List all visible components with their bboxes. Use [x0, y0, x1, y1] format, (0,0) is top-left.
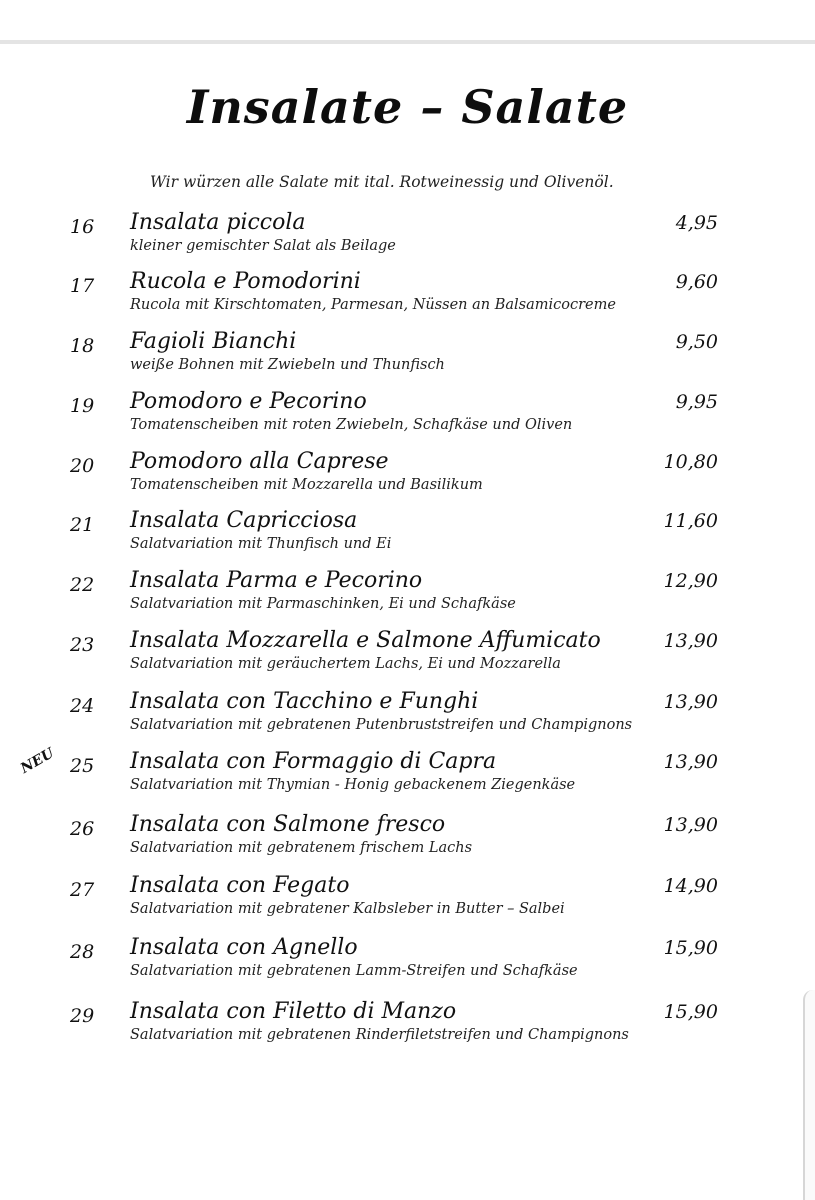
- item-description: Salatvariation mit gebratenem frischem Lachs: [130, 840, 473, 856]
- item-description: Salatvariation mit gebratenen Rinderfiletstreifen und Champignons: [130, 1027, 629, 1043]
- page-edge: [803, 990, 815, 1200]
- item-description: Rucola mit Kirschtomaten, Parmesan, Nüssen an Balsamicocreme: [130, 297, 616, 313]
- item-name: Insalata con Agnello: [130, 935, 358, 960]
- item-description: Salatvariation mit Thunfisch und Ei: [130, 536, 392, 552]
- item-number: 25: [70, 755, 95, 777]
- menu-item-19: [0, 389, 815, 449]
- item-number: 29: [70, 1005, 95, 1027]
- item-number: 28: [70, 941, 95, 963]
- item-number: 20: [70, 455, 95, 477]
- menu-item-29: [0, 999, 815, 1059]
- item-number: 16: [70, 216, 95, 238]
- item-price: 13,90: [663, 814, 718, 836]
- page-title: Insalate – Salate: [186, 80, 629, 134]
- item-price: 9,50: [675, 331, 718, 353]
- item-number: 18: [70, 335, 95, 357]
- item-description: kleiner gemischter Salat als Beilage: [130, 238, 396, 254]
- item-price: 14,90: [663, 875, 718, 897]
- item-description: Salatvariation mit gebratener Kalbsleber in Butter – Salbei: [130, 901, 565, 917]
- menu-item-27: [0, 873, 815, 933]
- item-number: 24: [70, 695, 95, 717]
- menu-item-25: [0, 749, 815, 809]
- item-number: 21: [70, 514, 95, 536]
- item-name: Insalata con Fegato: [130, 873, 350, 898]
- item-name: Insalata Mozzarella e Salmone Affumicato: [130, 628, 601, 653]
- menu-item-18: [0, 329, 815, 389]
- item-price: 4,95: [675, 212, 718, 234]
- item-number: 27: [70, 879, 95, 901]
- item-number: 22: [70, 574, 95, 596]
- item-number: 26: [70, 818, 95, 840]
- item-price: 13,90: [663, 751, 718, 773]
- top-divider: [0, 40, 815, 44]
- item-name: Pomodoro e Pecorino: [130, 389, 367, 414]
- item-name: Insalata con Salmone fresco: [130, 812, 446, 837]
- item-number: 23: [70, 634, 95, 656]
- item-number: 19: [70, 395, 95, 417]
- menu-item-28: [0, 935, 815, 995]
- menu-item-17: [0, 269, 815, 329]
- item-name: Insalata con Tacchino e Funghi: [130, 689, 479, 714]
- item-description: Salatvariation mit Thymian - Honig gebackenem Ziegenkäse: [130, 777, 576, 793]
- item-description: Salatvariation mit gebratenen Putenbruststreifen und Champignons: [130, 717, 633, 733]
- item-description: Salatvariation mit geräuchertem Lachs, Ei und Mozzarella: [130, 656, 561, 672]
- menu-item-22: [0, 568, 815, 628]
- item-price: 13,90: [663, 691, 718, 713]
- item-name: Insalata piccola: [130, 210, 306, 235]
- item-description: Salatvariation mit gebratenen Lamm-Streifen und Schafkäse: [130, 963, 578, 979]
- item-price: 10,80: [663, 451, 718, 473]
- item-price: 12,90: [663, 570, 718, 592]
- item-name: Insalata Capricciosa: [130, 508, 358, 533]
- item-name: Fagioli Bianchi: [130, 329, 297, 354]
- menu-item-24: [0, 689, 815, 749]
- menu-item-20: [0, 449, 815, 509]
- item-name: Insalata con Filetto di Manzo: [130, 999, 457, 1024]
- item-price: 15,90: [663, 1001, 718, 1023]
- item-price: 15,90: [663, 937, 718, 959]
- item-name: Pomodoro alla Caprese: [130, 449, 389, 474]
- item-description: Tomatenscheiben mit Mozzarella und Basilikum: [130, 477, 483, 493]
- item-price: 9,95: [675, 391, 718, 413]
- item-name: Insalata Parma e Pecorino: [130, 568, 423, 593]
- new-badge: NEU: [18, 745, 57, 777]
- item-description: weiße Bohnen mit Zwiebeln und Thunfisch: [130, 357, 445, 373]
- item-name: Insalata con Formaggio di Capra: [130, 749, 497, 774]
- menu-item-16: [0, 210, 815, 270]
- item-description: Tomatenscheiben mit roten Zwiebeln, Schafkäse und Oliven: [130, 417, 573, 433]
- item-price: 9,60: [675, 271, 718, 293]
- item-name: Rucola e Pomodorini: [130, 269, 361, 294]
- menu-item-21: [0, 508, 815, 568]
- item-number: 17: [70, 275, 95, 297]
- item-description: Salatvariation mit Parmaschinken, Ei und Schafkäse: [130, 596, 516, 612]
- menu-item-26: [0, 812, 815, 872]
- item-price: 13,90: [663, 630, 718, 652]
- item-price: 11,60: [663, 510, 718, 532]
- intro-text: Wir würzen alle Salate mit ital. Rotweinessig und Olivenöl.: [150, 173, 614, 191]
- menu-item-23: [0, 628, 815, 688]
